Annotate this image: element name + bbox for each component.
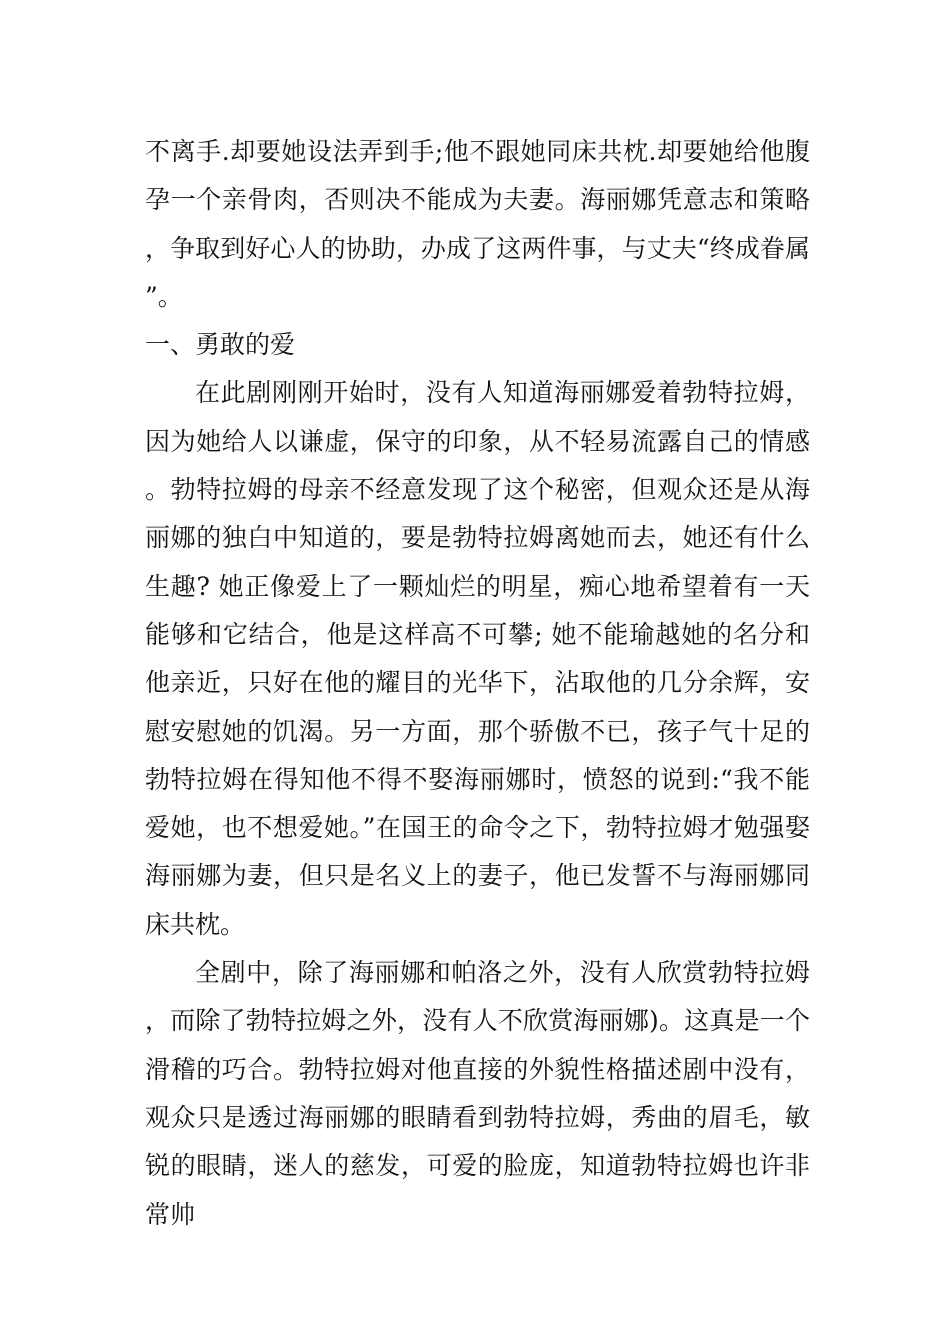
paragraph-continued: 不离手.却要她设法弄到手;他不跟她同床共枕.却要她给他腹孕一个亲骨肉，否则决不能成为夫妻。海丽娜凭意志和策略，争取到好心人的协助，办成了这两件事，与丈夫“终成眷属”。: [145, 137, 810, 311]
document-page: [145, 128, 810, 1239]
section-heading: 一、勇敢的爱: [145, 330, 296, 360]
paragraph-love-intro: 在此剧刚刚开始时，没有人知道海丽娜爱着勃特拉姆，因为她给人以谦虚，保守的印象，从不轻易流露自己的情感。勃特拉姆的母亲不经意发现了这个秘密，但观众还是从海丽娜的独白中知道的，要是勃特拉姆离她而去，她还有什么生趣? 她正像爱上了一颗灿烂的明星，痴心地希望着有一天能够和它结合，他是这样高不可攀; 她不能瑜越她的名分和他亲近，只好在他的耀目的光华下，沾取他的几分余辉，安慰安慰她的饥渴。另一方面，那个骄傲不已，孩子气十足的勃特拉姆在得知他不得不娶海丽娜时，愤怒的说到:“我不能爱她，也不想爱她。”在国王的命令之下，勃特拉姆才勉强娶海丽娜为妻，但只是名义上的妻子，他已发誓不与海丽娜同床共枕。: [145, 378, 810, 939]
paragraph-whole-play: 全剧中，除了海丽娜和帕洛之外，没有人欣赏勃特拉姆，而除了勃特拉姆之外，没有人不欣赏海丽娜)。这真是一个滑稽的巧合。勃特拉姆对他直接的外貌性格描述剧中没有，观众只是透过海丽娜的眼睛看到勃特拉姆，秀曲的眉毛，敏锐的眼睛，迷人的慈发，可爱的脸庞，知道勃特拉姆也许非常帅: [145, 958, 810, 1229]
